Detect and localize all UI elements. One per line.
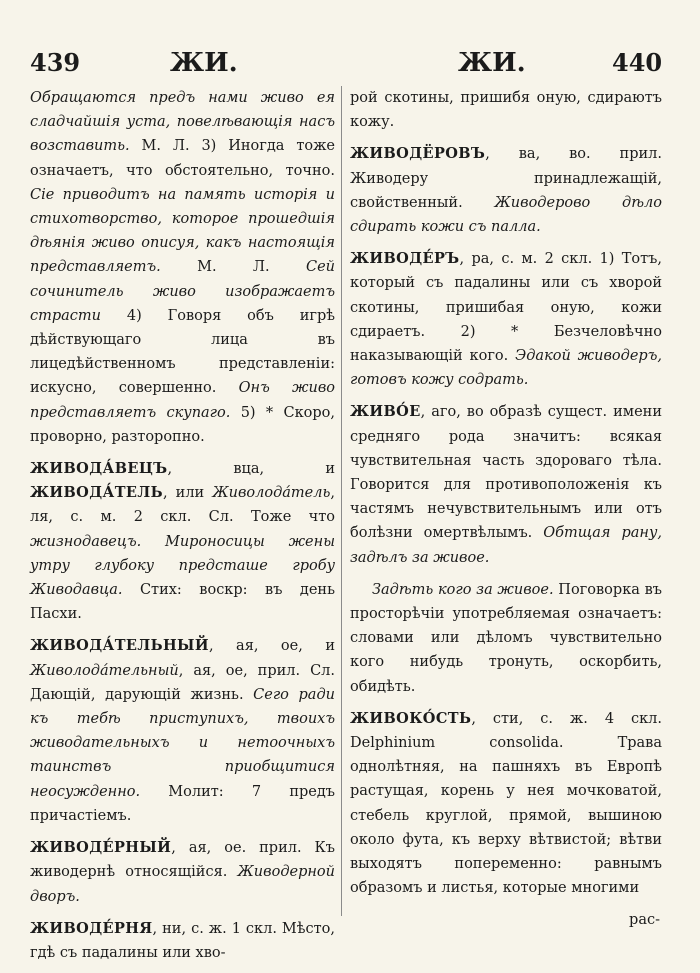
- definition-text: Поговорка въ просторѣчіи употребляемая означаетъ: словами или дѣломъ чувствительно кого нибудь тронуть, оскорбить, обидѣть.: [350, 581, 662, 695]
- right-running-head: ЖИ.: [458, 48, 526, 78]
- left-column: [30, 86, 335, 973]
- entry-zhivokost: [350, 707, 662, 901]
- right-column: [350, 86, 662, 909]
- headword: ЖИВОДА́ТЕЛЬНЫЙ: [30, 637, 209, 655]
- entry-zhivoderny: [30, 836, 335, 909]
- example-text: Онъ живо представляетъ скупаго.: [30, 380, 335, 421]
- headword: ЖИВОДЕ́РНЯ: [30, 919, 153, 937]
- definition-text: , ни, с. ж. 1 скл. Мѣсто, гдѣ съ падалины или хво-: [30, 920, 335, 961]
- grammar-text: , ая, ое, и: [208, 638, 335, 655]
- headword: ЖИВО́Е: [350, 403, 421, 421]
- definition-text: 5) * Скоро, проворно, разторопно.: [30, 404, 336, 445]
- source-text: Молит: 7 предъ причастіемъ.: [30, 783, 335, 824]
- entry-zhivodavets: [30, 457, 335, 626]
- entry-zhivoe: [350, 400, 662, 569]
- definition-text: , ля, с. м. 2 скл. Сл. Тоже что: [30, 485, 335, 526]
- entry-zadet-za-zhivoe: [350, 578, 662, 699]
- phrase-text: Задѣть кого за живое.: [372, 581, 554, 598]
- definition-text: , аго, во образѣ сущест. имени средняго рода значитъ: всякая чувствительная часть здороваго тѣла. Говорится для противоположенія къ частямъ нечувствительнымъ или отъ болѣзни омертвѣлымъ.: [350, 404, 662, 542]
- entry-zhivoderov: [350, 142, 662, 239]
- headword: ЖИВОДЁРОВЪ: [350, 145, 486, 163]
- headword: ЖИВОДА́ТЕЛЬ: [30, 484, 163, 502]
- entry-zhivoder: [350, 247, 662, 392]
- variant-form: Живолода́тельный: [30, 662, 179, 679]
- headword: ЖИВОДА́ВЕЦЪ: [30, 460, 168, 478]
- definition-text: , ва, во. прил. Живодеру принадлежащій, свойственный.: [350, 146, 662, 211]
- entry-zhivodernya: [30, 917, 335, 965]
- definition-text: рой скотины, пришибя оную, сдираютъ кожу.: [350, 90, 662, 131]
- entry-continuation: [350, 86, 662, 134]
- source-text: М. Л.: [160, 259, 306, 276]
- definition-text: , ра, с. м. 2 скл. 1) Тотъ, который съ падалины или съ хворой скотины, пришибая оную, кожи сдираетъ. 2) * Безчеловѣчно наказывающій кого.: [350, 251, 662, 365]
- example-text: Сего ради къ тебѣ приступихъ, твоихъ живодательныхъ и нетоочныхъ таинствъ приобщитися неосужденно.: [30, 686, 335, 800]
- example-text: Обращаются предъ нами живо ея сладчайшія уста, повелѣвающія насъ возставить.: [30, 90, 335, 155]
- page-catchword: рас-: [629, 912, 660, 928]
- left-page-number: 439: [30, 48, 81, 77]
- definition-text: , ая, ое. прил. Къ живодернѣ относящійся.: [30, 840, 335, 881]
- example-text: Живодерово дѣло сдирать кожи съ палла.: [350, 194, 662, 236]
- definition-text: , сти, с. ж. 4 скл. Delphinium consolida. Трава однолѣтняя, на пашняхъ въ Европѣ растущая, корень у нея мочковатой, стебель круглой, прямой, вышиною около фута, къ верху вѣтвистой; вѣтви выходятъ попеременно: равнымъ образомъ и листья, которые многими: [350, 710, 662, 897]
- definition-text: 4) Говоря объ игрѣ дѣйствующаго лица въ лицедѣйственномъ представленіи: искусно, совершенно.: [30, 307, 335, 397]
- example-text: Живодерной дворъ.: [30, 864, 335, 905]
- grammar-text: , вца, и: [167, 461, 335, 478]
- headword: ЖИВОДЕ́РЪ: [350, 250, 460, 268]
- entry-continuation: [30, 86, 335, 449]
- definition-text: М. Л. 3) Иногда тоже означаетъ, что обстоятельно, точно.: [30, 138, 335, 179]
- entry-zhivodatelny: [30, 634, 335, 828]
- source-text: Стих: воскр: въ день Пасхи.: [30, 582, 335, 623]
- headword: ЖИВОКО́СТЬ: [350, 709, 472, 727]
- right-page-number: 440: [612, 48, 663, 77]
- example-text: Эдакой живодеръ, готовъ кожу содрать.: [350, 348, 662, 389]
- definition-text: , ая, ое, прил. Сл. Дающій, дарующій жизнь.: [30, 662, 335, 703]
- example-text: жизнодавецъ. Мироносицы жены утру глубоку предсташе гробу Живодавца.: [30, 533, 335, 599]
- grammar-text: , или: [162, 485, 213, 502]
- example-text: Сей сочинитель живо изображаетъ страсти: [30, 259, 335, 324]
- column-divider: [341, 86, 342, 916]
- left-running-head: ЖИ.: [170, 48, 238, 78]
- example-text: Сіе приводитъ на память исторія и стихотворство, которое прошедшія дѣянія живо описуя, какъ настоящія представляетъ.: [30, 186, 335, 276]
- headword: ЖИВОДЕ́РНЫЙ: [30, 839, 172, 857]
- example-text: Обтщая рану, задѣлъ за живое.: [350, 525, 662, 566]
- variant-form: Живолода́тель: [212, 485, 331, 502]
